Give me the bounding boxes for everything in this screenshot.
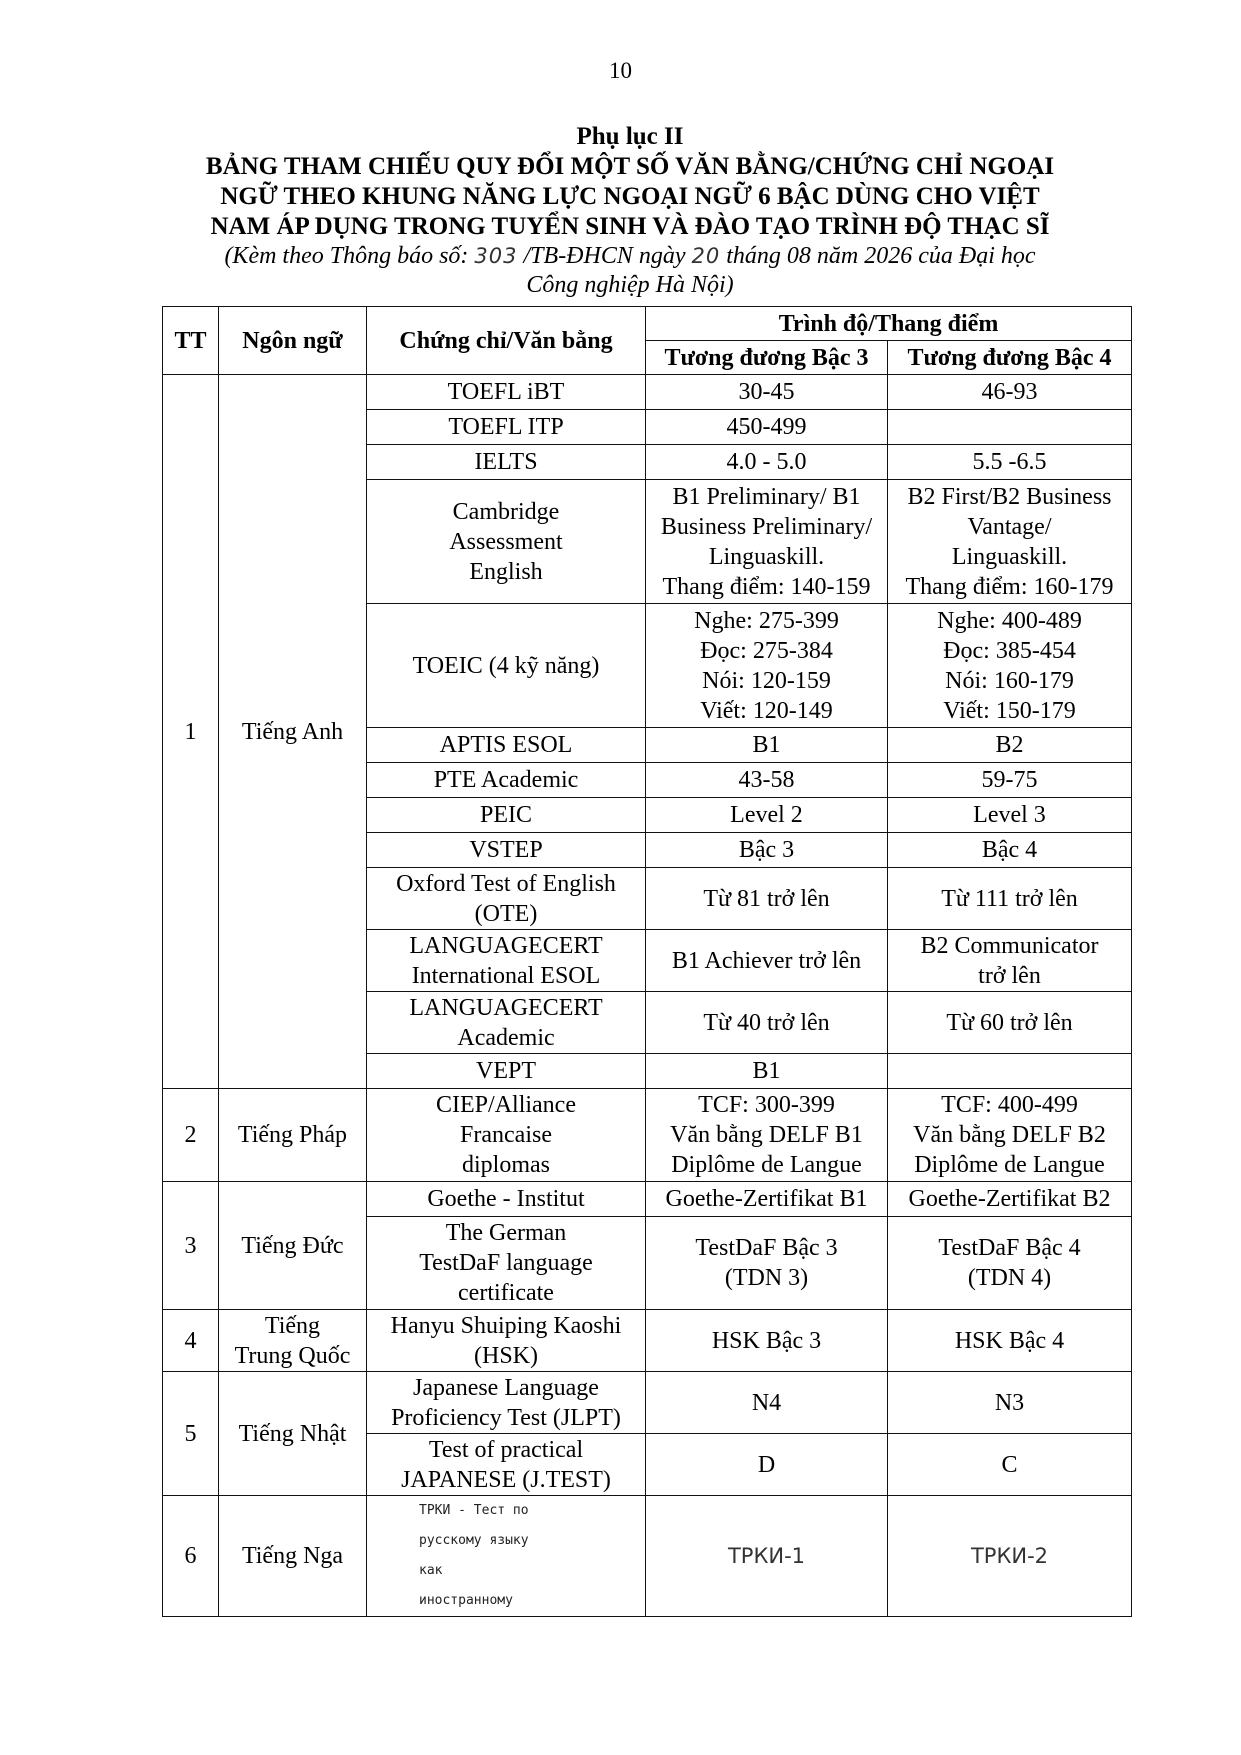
level3-cell-line: Nghe: 275-399 — [694, 607, 839, 634]
level3-cell-line: Diplôme de Langue — [671, 1152, 862, 1178]
level3-cell-line: Linguaskill. — [708, 543, 825, 570]
certificate-cell-line: CIEP/Alliance — [436, 1092, 576, 1118]
level3-cell — [646, 604, 888, 728]
certificate-cell-line: как — [419, 1563, 443, 1578]
certificate-cell-line: Oxford Test of English — [396, 870, 616, 897]
tt-cell: 5 — [163, 1372, 219, 1496]
language-cell: Tiếng Nga — [219, 1496, 367, 1617]
level4-cell: Từ 60 trở lên — [888, 992, 1132, 1054]
table-row — [163, 375, 1132, 410]
level3-cell: HSK Bậc 3 — [646, 1310, 888, 1372]
title-line-3: NAM ÁP DỤNG TRONG TUYỂN SINH VÀ ĐÀO TẠO TRÌNH ĐỘ THẠC SĨ — [210, 213, 1050, 240]
certificate-cell-line: Assessment — [449, 528, 563, 555]
level4-cell-line: B2 Communicator — [920, 932, 1099, 959]
tt-cell: 4 — [163, 1310, 219, 1372]
level4-cell-line: Diplôme de Langue — [914, 1152, 1105, 1178]
level4-cell: Level 3 — [888, 798, 1132, 833]
table-row — [163, 1182, 1132, 1217]
level3-cell-line: Nói: 120-159 — [702, 667, 831, 694]
certificate-cell-line: ТРКИ - Тест по — [419, 1503, 529, 1518]
level4-cell-line: (TDN 4) — [967, 1265, 1052, 1291]
level3-cell-line: Thang điểm: 140-159 — [662, 573, 871, 600]
level4-cell — [888, 410, 1132, 445]
certificate-cell-line: Japanese Language — [413, 1374, 599, 1401]
level3-cell-line: B1 Preliminary/ B1 — [672, 483, 861, 510]
certificate-cell-line: The German — [445, 1220, 567, 1246]
table-header — [163, 307, 1132, 375]
certificate-cell: TOEIC (4 kỹ năng) — [367, 604, 646, 728]
certificate-cell: Goethe - Institut — [367, 1182, 646, 1217]
level4-cell: Goethe-Zertifikat B2 — [888, 1182, 1132, 1217]
level4-cell-line: TestDaF Bậc 4 — [938, 1235, 1081, 1261]
level4-cell: Bậc 4 — [888, 833, 1132, 868]
document-header — [150, 122, 1110, 300]
certificate-cell-line: Cambridge — [452, 498, 560, 525]
level3-cell-line: Business Preliminary/ — [660, 513, 873, 540]
level4-cell: N3 — [888, 1372, 1132, 1434]
certificate-cell — [367, 1089, 646, 1182]
subtitle-line-1 — [150, 242, 1110, 271]
page-number: 10 — [609, 58, 632, 83]
certificate-cell — [367, 1434, 646, 1496]
header-row-1 — [163, 307, 1132, 341]
certificate-cell-line: Proficiency Test (JLPT) — [391, 1404, 621, 1431]
certificate-cell-line: TestDaF language — [419, 1250, 593, 1276]
table-body — [163, 375, 1132, 1617]
level3-cell — [646, 1217, 888, 1310]
level4-cell — [888, 1217, 1132, 1310]
appendix-label: Phụ lục II — [576, 123, 684, 150]
level4-cell — [888, 1054, 1132, 1089]
certificate-cell-line: Francaise — [460, 1122, 552, 1148]
level3-cell: ТРКИ-1 — [646, 1496, 888, 1617]
certificate-cell-line: иностранному — [419, 1593, 513, 1608]
language-cell — [219, 1310, 367, 1372]
certificate-cell: IELTS — [367, 445, 646, 480]
level3-cell: Bậc 3 — [646, 833, 888, 868]
level4-cell-line: trở lên — [978, 962, 1041, 989]
language-cell-line: Trung Quốc — [234, 1342, 351, 1369]
notice-day: 20 — [691, 244, 721, 268]
level4-cell: 46-93 — [888, 375, 1132, 410]
certificate-cell — [367, 868, 646, 930]
level4-cell-line: Nói: 160-179 — [945, 667, 1074, 694]
certificate-cell — [367, 1496, 646, 1617]
header-level-group: Trình độ/Thang điểm — [646, 307, 1132, 341]
level3-cell: N4 — [646, 1372, 888, 1434]
subtitle-part-1: (Kèm theo Thông báo số: — [224, 243, 475, 269]
level4-cell-line: Thang điểm: 160-179 — [905, 573, 1114, 600]
certificate-cell-line: LANGUAGECERT — [409, 994, 603, 1021]
certificate-cell: VEPT — [367, 1054, 646, 1089]
level3-cell: Level 2 — [646, 798, 888, 833]
level4-cell: B2 — [888, 728, 1132, 763]
level3-cell: Từ 81 trở lên — [646, 868, 888, 930]
level4-cell-line: B2 First/B2 Business — [907, 483, 1112, 510]
level3-cell-line: TCF: 300-399 — [698, 1092, 835, 1118]
notice-number: 303 — [474, 244, 518, 268]
conversion-table — [162, 306, 1132, 1617]
level3-cell-line: Văn bằng DELF B1 — [670, 1122, 863, 1148]
table-row — [163, 1372, 1132, 1434]
language-cell-line: Tiếng — [264, 1312, 321, 1339]
certificate-cell — [367, 992, 646, 1054]
level3-cell: B1 — [646, 1054, 888, 1089]
level3-cell: Từ 40 trở lên — [646, 992, 888, 1054]
language-cell: Tiếng Đức — [219, 1182, 367, 1310]
header-level3: Tương đương Bậc 3 — [646, 341, 888, 375]
level4-cell: Từ 111 trở lên — [888, 868, 1132, 930]
certificate-cell-line: русскому языку — [419, 1533, 529, 1548]
level3-cell: 4.0 - 5.0 — [646, 445, 888, 480]
language-cell: Tiếng Anh — [219, 375, 367, 1089]
language-cell: Tiếng Pháp — [219, 1089, 367, 1182]
certificate-cell — [367, 1372, 646, 1434]
certificate-cell: PTE Academic — [367, 763, 646, 798]
certificate-cell-line: LANGUAGECERT — [409, 932, 603, 959]
level4-cell-line: TCF: 400-499 — [941, 1092, 1078, 1118]
level4-cell-line: Văn bằng DELF B2 — [913, 1122, 1106, 1148]
level3-cell: Goethe-Zertifikat B1 — [646, 1182, 888, 1217]
level4-cell-line: Vantage/ — [967, 513, 1052, 540]
certificate-cell: PEIC — [367, 798, 646, 833]
level4-cell: HSK Bậc 4 — [888, 1310, 1132, 1372]
subtitle-part-2: /TB-ĐHCN ngày — [517, 243, 692, 269]
table-row — [163, 1089, 1132, 1182]
level4-cell: C — [888, 1434, 1132, 1496]
level3-cell: B1 — [646, 728, 888, 763]
level3-cell-line: Viết: 120-149 — [700, 697, 833, 724]
header-tt: TT — [163, 307, 219, 375]
level3-cell: 30-45 — [646, 375, 888, 410]
tt-cell: 2 — [163, 1089, 219, 1182]
certificate-cell-line: diplomas — [462, 1152, 550, 1178]
language-cell: Tiếng Nhật — [219, 1372, 367, 1496]
level3-cell-line: TestDaF Bậc 3 — [695, 1235, 838, 1261]
certificate-cell: TOEFL ITP — [367, 410, 646, 445]
certificate-cell — [367, 480, 646, 604]
level3-cell: D — [646, 1434, 888, 1496]
tt-cell: 1 — [163, 375, 219, 1089]
header-language: Ngôn ngữ — [219, 307, 367, 375]
level4-cell: 59-75 — [888, 763, 1132, 798]
certificate-cell-line: JAPANESE (J.TEST) — [401, 1466, 611, 1493]
certificate-cell-line: (HSK) — [474, 1342, 538, 1369]
tt-cell: 6 — [163, 1496, 219, 1617]
certificate-cell-line: certificate — [458, 1280, 554, 1306]
level4-cell: 5.5 -6.5 — [888, 445, 1132, 480]
certificate-cell-line: Academic — [457, 1024, 555, 1051]
certificate-cell-line: Hanyu Shuiping Kaoshi — [390, 1312, 622, 1339]
level3-cell: B1 Achiever trở lên — [646, 930, 888, 992]
subtitle-line-2: Công nghiệp Hà Nội) — [526, 272, 734, 298]
level3-cell: 43-58 — [646, 763, 888, 798]
certificate-cell: TOEFL iBT — [367, 375, 646, 410]
table-row — [163, 1310, 1132, 1372]
header-certificate: Chứng chỉ/Văn bằng — [367, 307, 646, 375]
tt-cell: 3 — [163, 1182, 219, 1310]
level4-cell — [888, 604, 1132, 728]
level4-cell — [888, 1089, 1132, 1182]
level4-cell: ТРКИ-2 — [888, 1496, 1132, 1617]
certificate-cell — [367, 930, 646, 992]
level3-cell-line: Đọc: 275-384 — [700, 637, 833, 664]
level4-cell-line: Viết: 150-179 — [943, 697, 1076, 724]
level3-cell: 450-499 — [646, 410, 888, 445]
certificate-cell — [367, 1310, 646, 1372]
certificate-cell: VSTEP — [367, 833, 646, 868]
header-level4: Tương đương Bậc 4 — [888, 341, 1132, 375]
certificate-cell-line: International ESOL — [411, 962, 601, 989]
title-line-2: NGỮ THEO KHUNG NĂNG LỰC NGOẠI NGỮ 6 BẬC DÙNG CHO VIỆT — [220, 183, 1040, 210]
level4-cell — [888, 930, 1132, 992]
level4-cell-line: Nghe: 400-489 — [937, 607, 1082, 634]
level3-cell — [646, 480, 888, 604]
title-line-1: BẢNG THAM CHIẾU QUY ĐỔI MỘT SỐ VĂN BẰNG/CHỨNG CHỈ NGOẠI — [205, 153, 1055, 180]
certificate-cell-line: (OTE) — [474, 900, 538, 927]
level4-cell — [888, 480, 1132, 604]
level3-cell-line: (TDN 3) — [724, 1265, 809, 1291]
certificate-cell: APTIS ESOL — [367, 728, 646, 763]
certificate-cell-line: English — [469, 558, 543, 585]
level4-cell-line: Linguaskill. — [951, 543, 1068, 570]
certificate-cell — [367, 1217, 646, 1310]
table-row — [163, 1496, 1132, 1617]
subtitle-part-3: tháng 08 năm 2026 của Đại học — [720, 243, 1036, 269]
certificate-cell-line: Test of practical — [428, 1436, 584, 1463]
level3-cell — [646, 1089, 888, 1182]
level4-cell-line: Đọc: 385-454 — [943, 637, 1076, 664]
